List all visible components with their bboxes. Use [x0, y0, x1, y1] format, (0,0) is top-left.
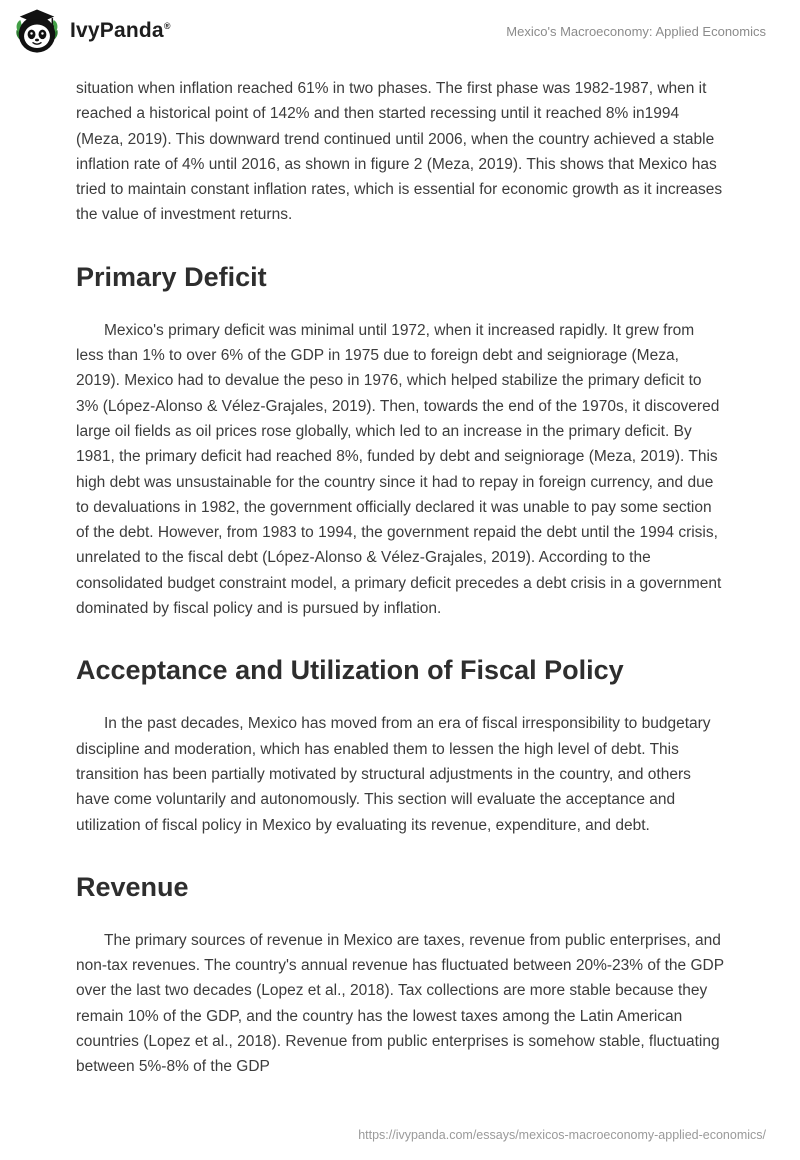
paragraph-inflation: situation when inflation reached 61% in two phases. The first phase was 1982-1987, when it reached a historical point of 142% and then started recessing until it reached 8% in1994 (Meza, 2019). This downward trend continued until 2006, when the country achieved a stable inflation rate of 4% until 2016, as shown in figure 2 (Meza, 2019). This shows that Mexico has tried to maintain constant inflation rates, which is essential for economic growth as it increases the value of investment returns. [76, 80, 723, 224]
brand-wordmark: IvyPanda [70, 19, 164, 42]
paragraph-fiscal-policy: In the past decades, Mexico has moved from an era of fiscal irresponsibility to budgetary discipline and moderation, which has enabled them to lessen the high level of debt. This transition has been partially motivated by structural adjustments in the country, and others have come voluntarily and autonomously. This section will evaluate the acceptance and utilization of fiscal policy in Mexico by evaluating its revenue, expenditure, and debt. [76, 715, 711, 834]
document-body [0, 60, 800, 1080]
page-header [0, 0, 800, 60]
heading-fiscal-policy: Acceptance and Utilization of Fiscal Policy [76, 655, 624, 686]
page-footer [358, 1126, 766, 1144]
ivypanda-panda-logo-icon [14, 8, 60, 54]
paragraph-revenue: The primary sources of revenue in Mexico are taxes, revenue from public enterprises, and non-tax revenues. The country's annual revenue has fluctuated between 20%-23% of the GDP over the last two decades (Lopez et al., 2018). Tax collections are more stable because they remain 10% of the GDP, and the country has the lowest taxes among the Latin American countries (Lopez et al., 2018). Revenue from public enterprises is somehow stable, fluctuating between 5%-8% of the GDP [76, 931, 724, 1076]
registered-trademark: ® [163, 21, 171, 31]
heading-revenue: Revenue [76, 871, 189, 902]
heading-primary-deficit: Primary Deficit [76, 261, 267, 292]
source-url-link[interactable]: https://ivypanda.com/essays/mexicos-macroeconomy-applied-economics/ [358, 1128, 766, 1142]
brand[interactable] [14, 8, 171, 54]
paragraph-primary-deficit: Mexico's primary deficit was minimal until 1972, when it increased rapidly. It grew from less than 1% to over 6% of the GDP in 1975 due to foreign debt and seigniorage (Meza, 2019). Mexico had to devalue the peso in 1976, which helped stabilize the primary deficit to 3% (López-Alonso & Vélez-Grajales, 2019). Then, towards the end of the 1970s, it discovered large oil fields as oil prices rose globally, which led to an increase in the primary deficit. By 1981, the primary deficit had reached 8%, funded by debt and seigniorage (Meza, 2019). This high debt was unsustainable for the country since it had to repay in foreign currency, and due to devaluations in 1982, the government officially declared it was unable to pay some section of the debt. However, from 1983 to 1994, the government repaid the debt until the 1994 crisis, unrelated to the fiscal debt (López-Alonso & Vélez-Grajales, 2019). According to the consolidated budget constraint model, a primary deficit precedes a debt crisis in a government dominated by fiscal policy and is pursued by inflation. [76, 321, 722, 618]
brand-name [70, 19, 171, 43]
document-title: Mexico's Macroeconomy: Applied Economics [506, 23, 766, 39]
